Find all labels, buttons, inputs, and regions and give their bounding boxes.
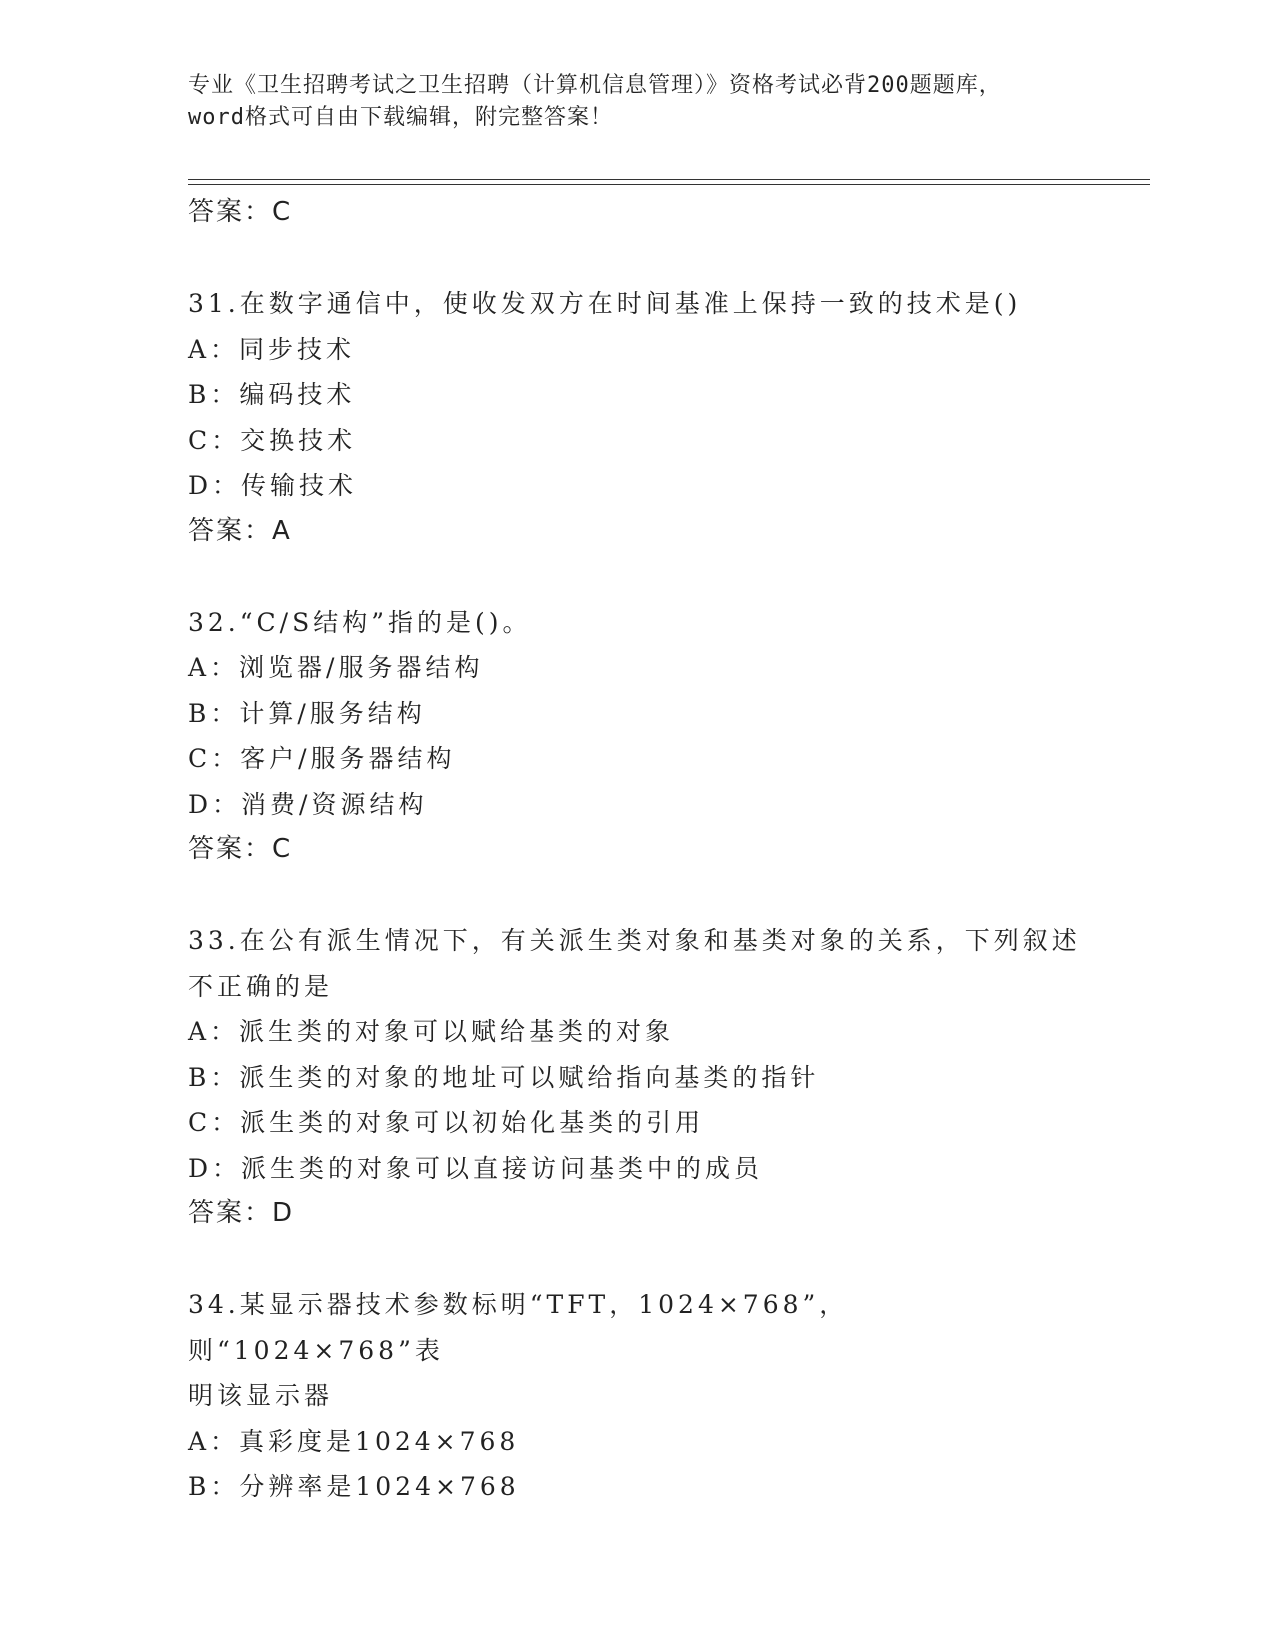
- option-a: A：浏览器/服务器结构: [188, 653, 484, 682]
- document-body: [188, 190, 1088, 1510]
- option-c: C：派生类的对象可以初始化基类的引用: [188, 1108, 705, 1137]
- spacer: [188, 1237, 1088, 1283]
- option-d: D：派生类的对象可以直接访问基类中的成员: [188, 1153, 764, 1183]
- answer-line: 答案：A: [188, 515, 292, 546]
- question-stem: 34.某显示器技术参数标明“TFT，1024×768”，则“1024×768”表: [188, 1290, 849, 1365]
- question-stem: 32.“C/S结构”指的是()。: [188, 607, 532, 637]
- question-31: [188, 281, 1088, 554]
- answer-line: 答案：C: [188, 834, 293, 864]
- question-34: [188, 1282, 1088, 1510]
- header-line-2: word格式可自由下载编辑，附完整答案！: [188, 105, 613, 130]
- question-stem-continued: 不正确的是: [188, 971, 334, 1001]
- option-a: A：派生类的对象可以赋给基类的对象: [188, 1017, 675, 1046]
- option-a: A：真彩度是1024×768: [188, 1426, 520, 1456]
- answer-line: 答案：C: [188, 197, 293, 227]
- option-b: B：编码技术: [188, 380, 356, 409]
- question-32: [188, 600, 1088, 873]
- option-a: A：同步技术: [188, 334, 356, 364]
- header-rule-top: [188, 179, 1150, 180]
- option-c: C：客户/服务器结构: [188, 744, 456, 773]
- option-d: D：消费/资源结构: [188, 789, 428, 819]
- option-d: D：传输技术: [188, 471, 358, 500]
- question-stem: 31.在数字通信中，使收发双方在时间基准上保持一致的技术是(): [188, 289, 1022, 318]
- spacer: [188, 554, 1088, 600]
- header-rule-bottom: [188, 184, 1150, 185]
- spacer: [188, 236, 1088, 282]
- question-stem: 33.在公有派生情况下，有关派生类对象和基类对象的关系，下列叙述: [188, 926, 1081, 955]
- document-header: [188, 70, 1088, 134]
- option-b: B：分辨率是1024×768: [188, 1472, 520, 1501]
- question-33: [188, 918, 1088, 1237]
- option-c: C：交换技术: [188, 425, 357, 455]
- header-line-1: 专业《卫生招聘考试之卫生招聘（计算机信息管理）》资格考试必背200题题库，: [188, 73, 1002, 98]
- spacer: [188, 873, 1088, 919]
- question-stem-continued: 明该显示器: [188, 1381, 334, 1410]
- option-b: B：计算/服务结构: [188, 698, 426, 728]
- option-b: B：派生类的对象的地址可以赋给指向基类的指针: [188, 1062, 820, 1092]
- answer-line: 答案：D: [188, 1198, 295, 1228]
